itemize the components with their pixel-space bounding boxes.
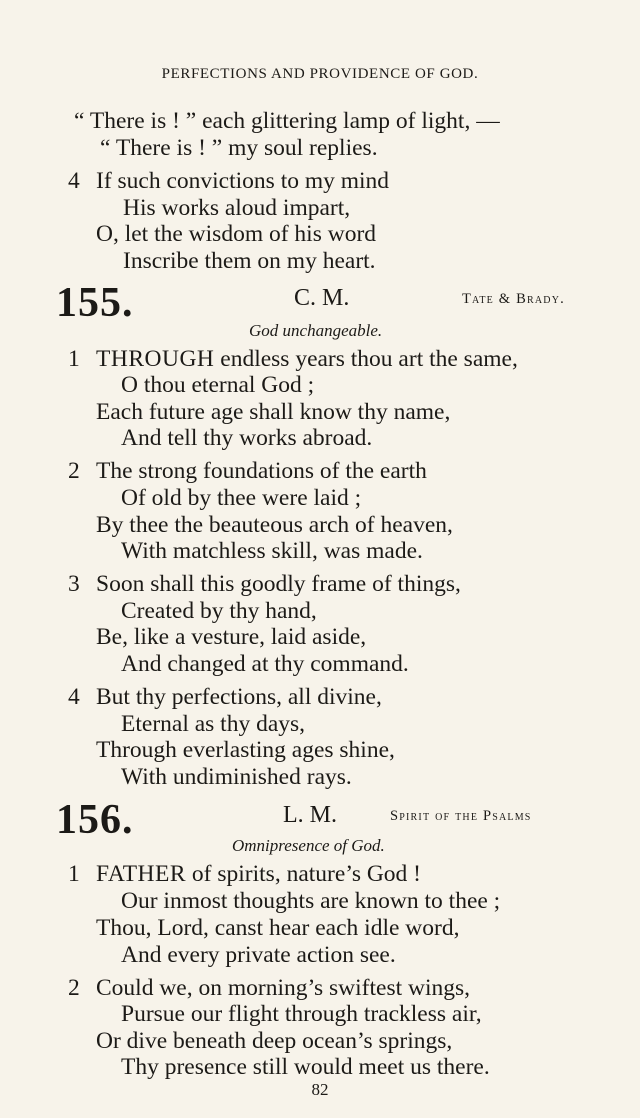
stanza-number: 1 bbox=[68, 346, 80, 372]
verse-line: The strong foundations of the earth bbox=[96, 458, 427, 484]
hymn-author: Tate & Brady. bbox=[462, 291, 565, 307]
verse-line: Eternal as thy days, bbox=[121, 711, 306, 737]
verse-line: By thee the beauteous arch of heaven, bbox=[96, 512, 453, 538]
hymn-meter: L. M. bbox=[283, 802, 337, 828]
verse-line: With matchless skill, was made. bbox=[121, 538, 423, 564]
stanza-number: 4 bbox=[68, 684, 80, 710]
stanza-number: 3 bbox=[68, 571, 80, 597]
verse-line: Could we, on morning’s swiftest wings, bbox=[96, 975, 471, 1001]
hymn-subtitle: Omnipresence of God. bbox=[232, 836, 385, 855]
hymn-author: Spirit of the Psalms bbox=[390, 808, 532, 824]
verse-line: If such convictions to my mind bbox=[96, 168, 390, 194]
page-number: 82 bbox=[311, 1080, 329, 1099]
running-head: PERFECTIONS AND PROVIDENCE OF GOD. bbox=[161, 66, 479, 82]
verse-line: Inscribe them on my heart. bbox=[123, 248, 376, 274]
verse-line: Of old by thee were laid ; bbox=[121, 485, 362, 511]
verse-line: And every private action see. bbox=[121, 942, 396, 968]
initial-word: THROUGH bbox=[96, 346, 215, 372]
hymn-subtitle: God unchangeable. bbox=[249, 321, 383, 340]
verse-line bbox=[96, 348, 518, 372]
verse-line: Be, like a vesture, laid aside, bbox=[96, 624, 367, 650]
verse-line-rest: endless years thou art the same, bbox=[220, 346, 518, 372]
verse-line: Through everlasting ages shine, bbox=[96, 737, 395, 763]
verse-line: Each future age shall know thy name, bbox=[96, 399, 451, 425]
verse-line bbox=[96, 863, 421, 887]
verse-line: O thou eternal God ; bbox=[121, 372, 315, 398]
stanza-number: 1 bbox=[68, 861, 80, 887]
hymn-number: 156. bbox=[56, 797, 134, 843]
verse-line: His works aloud impart, bbox=[123, 195, 351, 221]
stanza-number: 2 bbox=[68, 975, 80, 1001]
stanza-number: 4 bbox=[68, 168, 80, 194]
verse-line: “ There is ! ” my soul replies. bbox=[100, 135, 378, 161]
verse-line: Our inmost thoughts are known to thee ; bbox=[121, 888, 501, 914]
verse-line: Created by thy hand, bbox=[121, 598, 317, 624]
verse-line: And tell thy works abroad. bbox=[121, 425, 373, 451]
verse-line-rest: of spirits, nature’s God ! bbox=[191, 861, 422, 887]
hymn-meter: C. M. bbox=[294, 285, 350, 311]
verse-line: Pursue our flight through trackless air, bbox=[121, 1001, 482, 1027]
verse-line: Or dive beneath deep ocean’s springs, bbox=[96, 1028, 453, 1054]
stanza-number: 2 bbox=[68, 458, 80, 484]
verse-line: With undiminished rays. bbox=[121, 764, 352, 790]
verse-line: O, let the wisdom of his word bbox=[96, 221, 377, 247]
verse-line: Soon shall this goodly frame of things, bbox=[96, 571, 461, 597]
verse-line: But thy perfections, all divine, bbox=[96, 684, 382, 710]
verse-line: “ There is ! ” each glittering lamp of light, — bbox=[74, 108, 500, 134]
verse-line: And changed at thy command. bbox=[121, 651, 409, 677]
verse-line: Thy presence still would meet us there. bbox=[121, 1054, 490, 1080]
initial-word: FATHER bbox=[96, 861, 187, 887]
hymn-number: 155. bbox=[56, 280, 134, 326]
verse-line: Thou, Lord, canst hear each idle word, bbox=[96, 915, 460, 941]
